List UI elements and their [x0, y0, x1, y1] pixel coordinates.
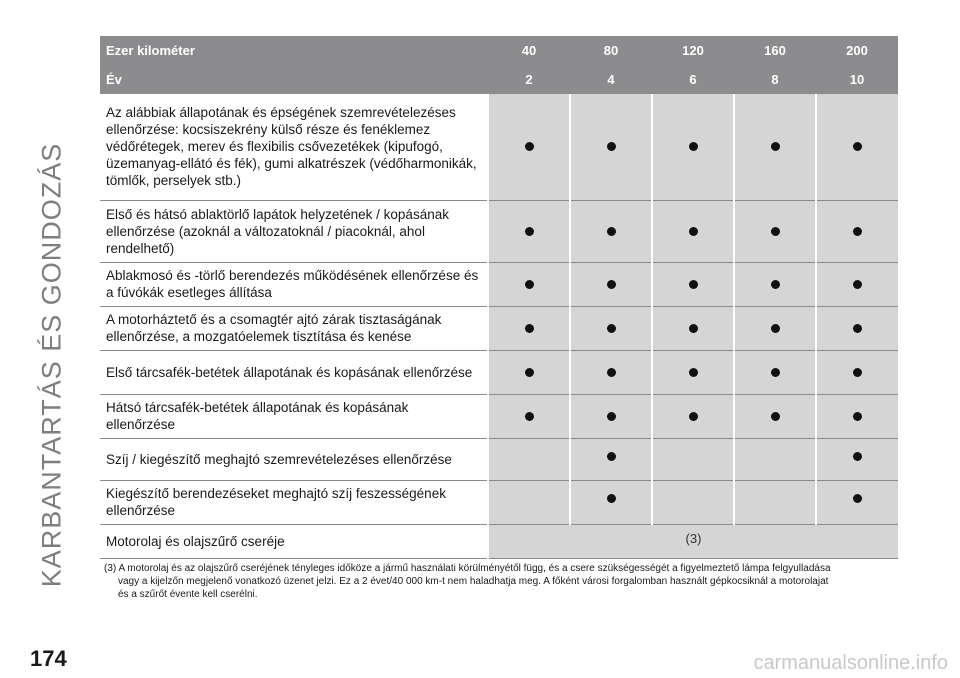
- table-row: [100, 94, 898, 200]
- task-description: Az alábbiak állapotának és épségének szemrevételezéses ellenőrzése: kocsiszekrény külső része és fenéklemez védőrétegek, merev és flexibilis csővezetékek (kipufogó, üzemanyag-ellátó és fék), gumi alkatrészek (védőharmonikák, tömlők, perselyek stb.): [100, 94, 488, 200]
- check-dot-icon: [853, 494, 862, 503]
- header-km-value: 200: [816, 36, 898, 65]
- footnote-reference: (3): [488, 524, 898, 558]
- check-dot-icon: [689, 280, 698, 289]
- interval-cell: [570, 94, 652, 200]
- table-row: [100, 524, 898, 558]
- interval-cell: [652, 480, 734, 524]
- interval-cell: [816, 480, 898, 524]
- interval-cell: [734, 438, 816, 480]
- check-dot-icon: [525, 142, 534, 151]
- check-dot-icon: [689, 324, 698, 333]
- section-title: KARBANTARTÁS ÉS GONDOZÁS: [36, 142, 67, 588]
- interval-cell: [816, 394, 898, 438]
- check-dot-icon: [525, 368, 534, 377]
- check-dot-icon: [771, 280, 780, 289]
- check-dot-icon: [607, 324, 616, 333]
- check-dot-icon: [689, 142, 698, 151]
- check-dot-icon: [607, 227, 616, 236]
- interval-cell: [652, 262, 734, 306]
- header-km-value: 160: [734, 36, 816, 65]
- header-year-value: 8: [734, 65, 816, 94]
- header-year-value: 10: [816, 65, 898, 94]
- interval-cell: [734, 394, 816, 438]
- header-km-value: 80: [570, 36, 652, 65]
- check-dot-icon: [853, 280, 862, 289]
- interval-cell: [488, 438, 570, 480]
- interval-cell: [488, 200, 570, 262]
- check-dot-icon: [771, 227, 780, 236]
- interval-cell: [570, 350, 652, 394]
- check-dot-icon: [853, 227, 862, 236]
- check-dot-icon: [853, 412, 862, 421]
- table-row: [100, 306, 898, 350]
- interval-cell: [570, 394, 652, 438]
- check-dot-icon: [689, 227, 698, 236]
- header-year-value: 2: [488, 65, 570, 94]
- header-year-value: 4: [570, 65, 652, 94]
- check-dot-icon: [525, 280, 534, 289]
- check-dot-icon: [607, 280, 616, 289]
- interval-cell: [734, 480, 816, 524]
- interval-cell: [816, 262, 898, 306]
- page-number: 174: [30, 646, 67, 671]
- header-km-label: Ezer kilométer: [100, 36, 488, 65]
- interval-cell: [488, 306, 570, 350]
- table-row: [100, 438, 898, 480]
- table-row: [100, 350, 898, 394]
- check-dot-icon: [853, 368, 862, 377]
- schedule-body: [100, 94, 898, 558]
- check-dot-icon: [525, 227, 534, 236]
- maintenance-schedule-table: [100, 36, 898, 559]
- task-description: Motorolaj és olajszűrő cseréje: [100, 524, 488, 558]
- footnote-line: vagy a kijelzőn megjelenő vonatkozó üzenet jelzi. Ez a 2 évet/40 000 km-t nem haladhatja meg. A főként városi forgalomban használt gépkocsiknál a motorolajat: [118, 576, 829, 587]
- task-description: A motorháztető és a csomagtér ajtó zárak tisztaságának ellenőrzése, a mozgatóelemek tisztítása és kenése: [100, 306, 488, 350]
- check-dot-icon: [525, 324, 534, 333]
- interval-cell: [816, 306, 898, 350]
- check-dot-icon: [771, 324, 780, 333]
- watermark: carmanualsonline.info: [753, 652, 948, 674]
- interval-cell: [570, 200, 652, 262]
- interval-cell: [652, 306, 734, 350]
- header-km-value: 120: [652, 36, 734, 65]
- header-row-year: [100, 65, 898, 94]
- interval-cell: [488, 262, 570, 306]
- interval-cell: [488, 480, 570, 524]
- interval-cell: [816, 94, 898, 200]
- interval-cell: [570, 438, 652, 480]
- check-dot-icon: [607, 368, 616, 377]
- interval-cell: [488, 394, 570, 438]
- interval-cell: [816, 438, 898, 480]
- interval-cell: [652, 438, 734, 480]
- task-description: Ablakmosó és -törlő berendezés működésének ellenőrzése és a fúvókák esetleges állítása: [100, 262, 488, 306]
- interval-cell: [570, 480, 652, 524]
- check-dot-icon: [771, 142, 780, 151]
- task-description: Kiegészítő berendezéseket meghajtó szíj feszességének ellenőrzése: [100, 480, 488, 524]
- check-dot-icon: [853, 452, 862, 461]
- interval-cell: [734, 306, 816, 350]
- interval-cell: [816, 200, 898, 262]
- header-km-value: 40: [488, 36, 570, 65]
- interval-cell: [734, 200, 816, 262]
- check-dot-icon: [607, 142, 616, 151]
- task-description: Hátsó tárcsafék-betétek állapotának és kopásának ellenőrzése: [100, 394, 488, 438]
- check-dot-icon: [689, 412, 698, 421]
- check-dot-icon: [607, 452, 616, 461]
- interval-cell: [488, 94, 570, 200]
- task-description: Első tárcsafék-betétek állapotának és kopásának ellenőrzése: [100, 350, 488, 394]
- table-row: [100, 262, 898, 306]
- table-row: [100, 480, 898, 524]
- footnote-line: (3) A motorolaj és az olajszűrő cseréjének tényleges időköze a jármű használati körülményétől függ, és a csere szükségességét a figyelmeztető lámpa felgyulladása: [104, 563, 831, 574]
- header-year-label: Év: [100, 65, 488, 94]
- check-dot-icon: [771, 412, 780, 421]
- header-row-km: [100, 36, 898, 65]
- interval-cell: [652, 200, 734, 262]
- footnote: [104, 562, 904, 601]
- table-row: [100, 200, 898, 262]
- interval-cell: [652, 350, 734, 394]
- task-description: Első és hátsó ablaktörlő lapátok helyzetének / kopásának ellenőrzése (azoknál a változatoknál / piacoknál, ahol rendelhető): [100, 200, 488, 262]
- check-dot-icon: [525, 412, 534, 421]
- check-dot-icon: [607, 494, 616, 503]
- interval-cell: [488, 350, 570, 394]
- table-row: [100, 394, 898, 438]
- interval-cell: [734, 262, 816, 306]
- interval-cell: [652, 94, 734, 200]
- interval-cell: [734, 94, 816, 200]
- check-dot-icon: [771, 368, 780, 377]
- interval-cell: [734, 350, 816, 394]
- check-dot-icon: [607, 412, 616, 421]
- interval-cell: [570, 306, 652, 350]
- interval-cell: [816, 350, 898, 394]
- interval-cell: [570, 262, 652, 306]
- check-dot-icon: [853, 324, 862, 333]
- header-year-value: 6: [652, 65, 734, 94]
- interval-cell: [652, 394, 734, 438]
- check-dot-icon: [689, 368, 698, 377]
- check-dot-icon: [853, 142, 862, 151]
- task-description: Szíj / kiegészítő meghajtó szemrevételezéses ellenőrzése: [100, 438, 488, 480]
- footnote-line: és a szűrőt évente kell cserélni.: [118, 589, 258, 600]
